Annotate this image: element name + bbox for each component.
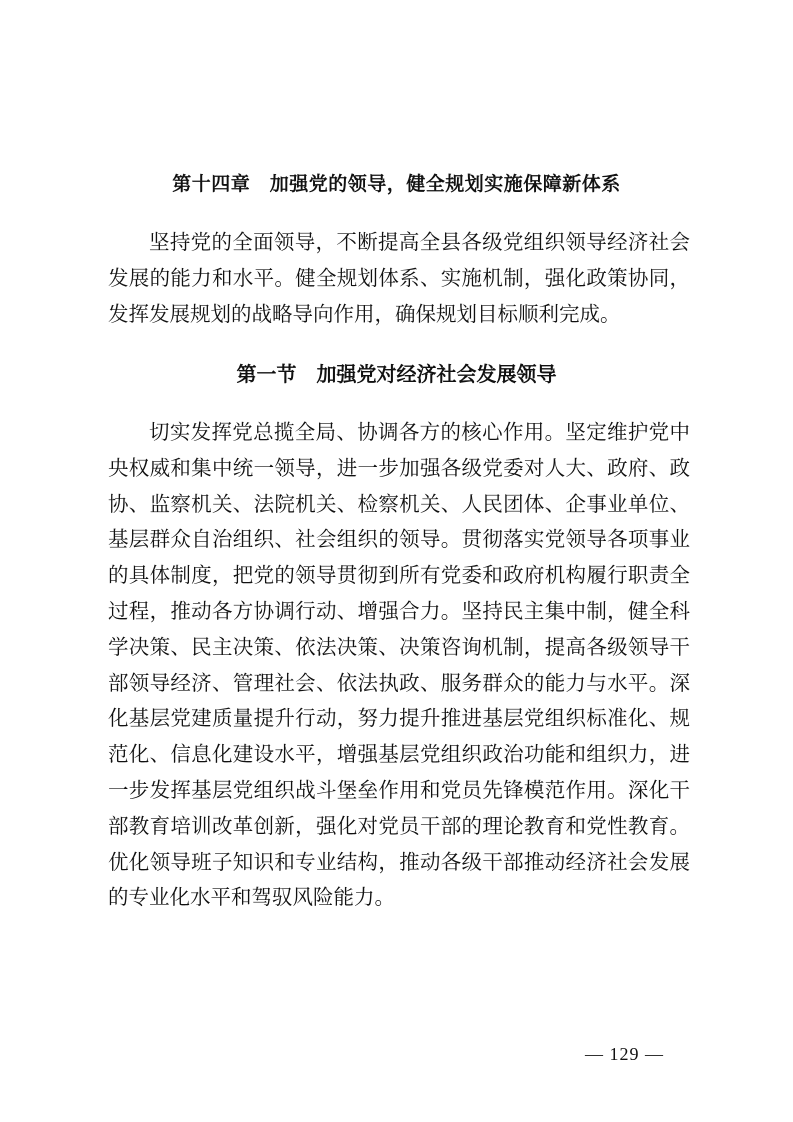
section-body-paragraph: 切实发挥党总揽全局、协调各方的核心作用。坚定维护党中央权威和集中统一领导，进一步加强各级党委对人大、政府、政协、监察机关、法院机关、检察机关、人民团体、企事业单位、基层群众自治组织、社会组织的领导。贯彻落实党领导各项事业的具体制度，把党的领导贯彻到所有党委和政府机构履行职责全过程，推动各方协调行动、增强合力。坚持民主集中制，健全科学决策、民主决策、依法决策、决策咨询机制，提高各级领导干部领导经济、管理社会、依法执政、服务群众的能力与水平。深化基层党建质量提升行动，努力提升推进基层党组织标准化、规范化、信息化建设水平，增强基层党组织政治功能和组织力，进一步发挥基层党组织战斗堡垒作用和党员先锋模范作用。深化干部教育培训改革创新，强化对党员干部的理论教育和党性教育。优化领导班子知识和专业结构，推动各级干部推动经济社会发展的专业化水平和驾驭风险能力。: [108, 420, 690, 910]
section-title: 第一节 加强党对经济社会发展领导: [236, 362, 557, 386]
chapter-intro-paragraph: 坚持党的全面领导，不断提高全县各级党组织领导经济社会发展的能力和水平。健全规划体系、实施机制，强化政策协同，发挥发展规划的战略导向作用，确保规划目标顺利完成。: [108, 230, 690, 326]
chapter-title: 第十四章 加强党的领导，健全规划实施保障新体系: [172, 173, 621, 195]
page-number: — 129 —: [585, 1044, 664, 1064]
